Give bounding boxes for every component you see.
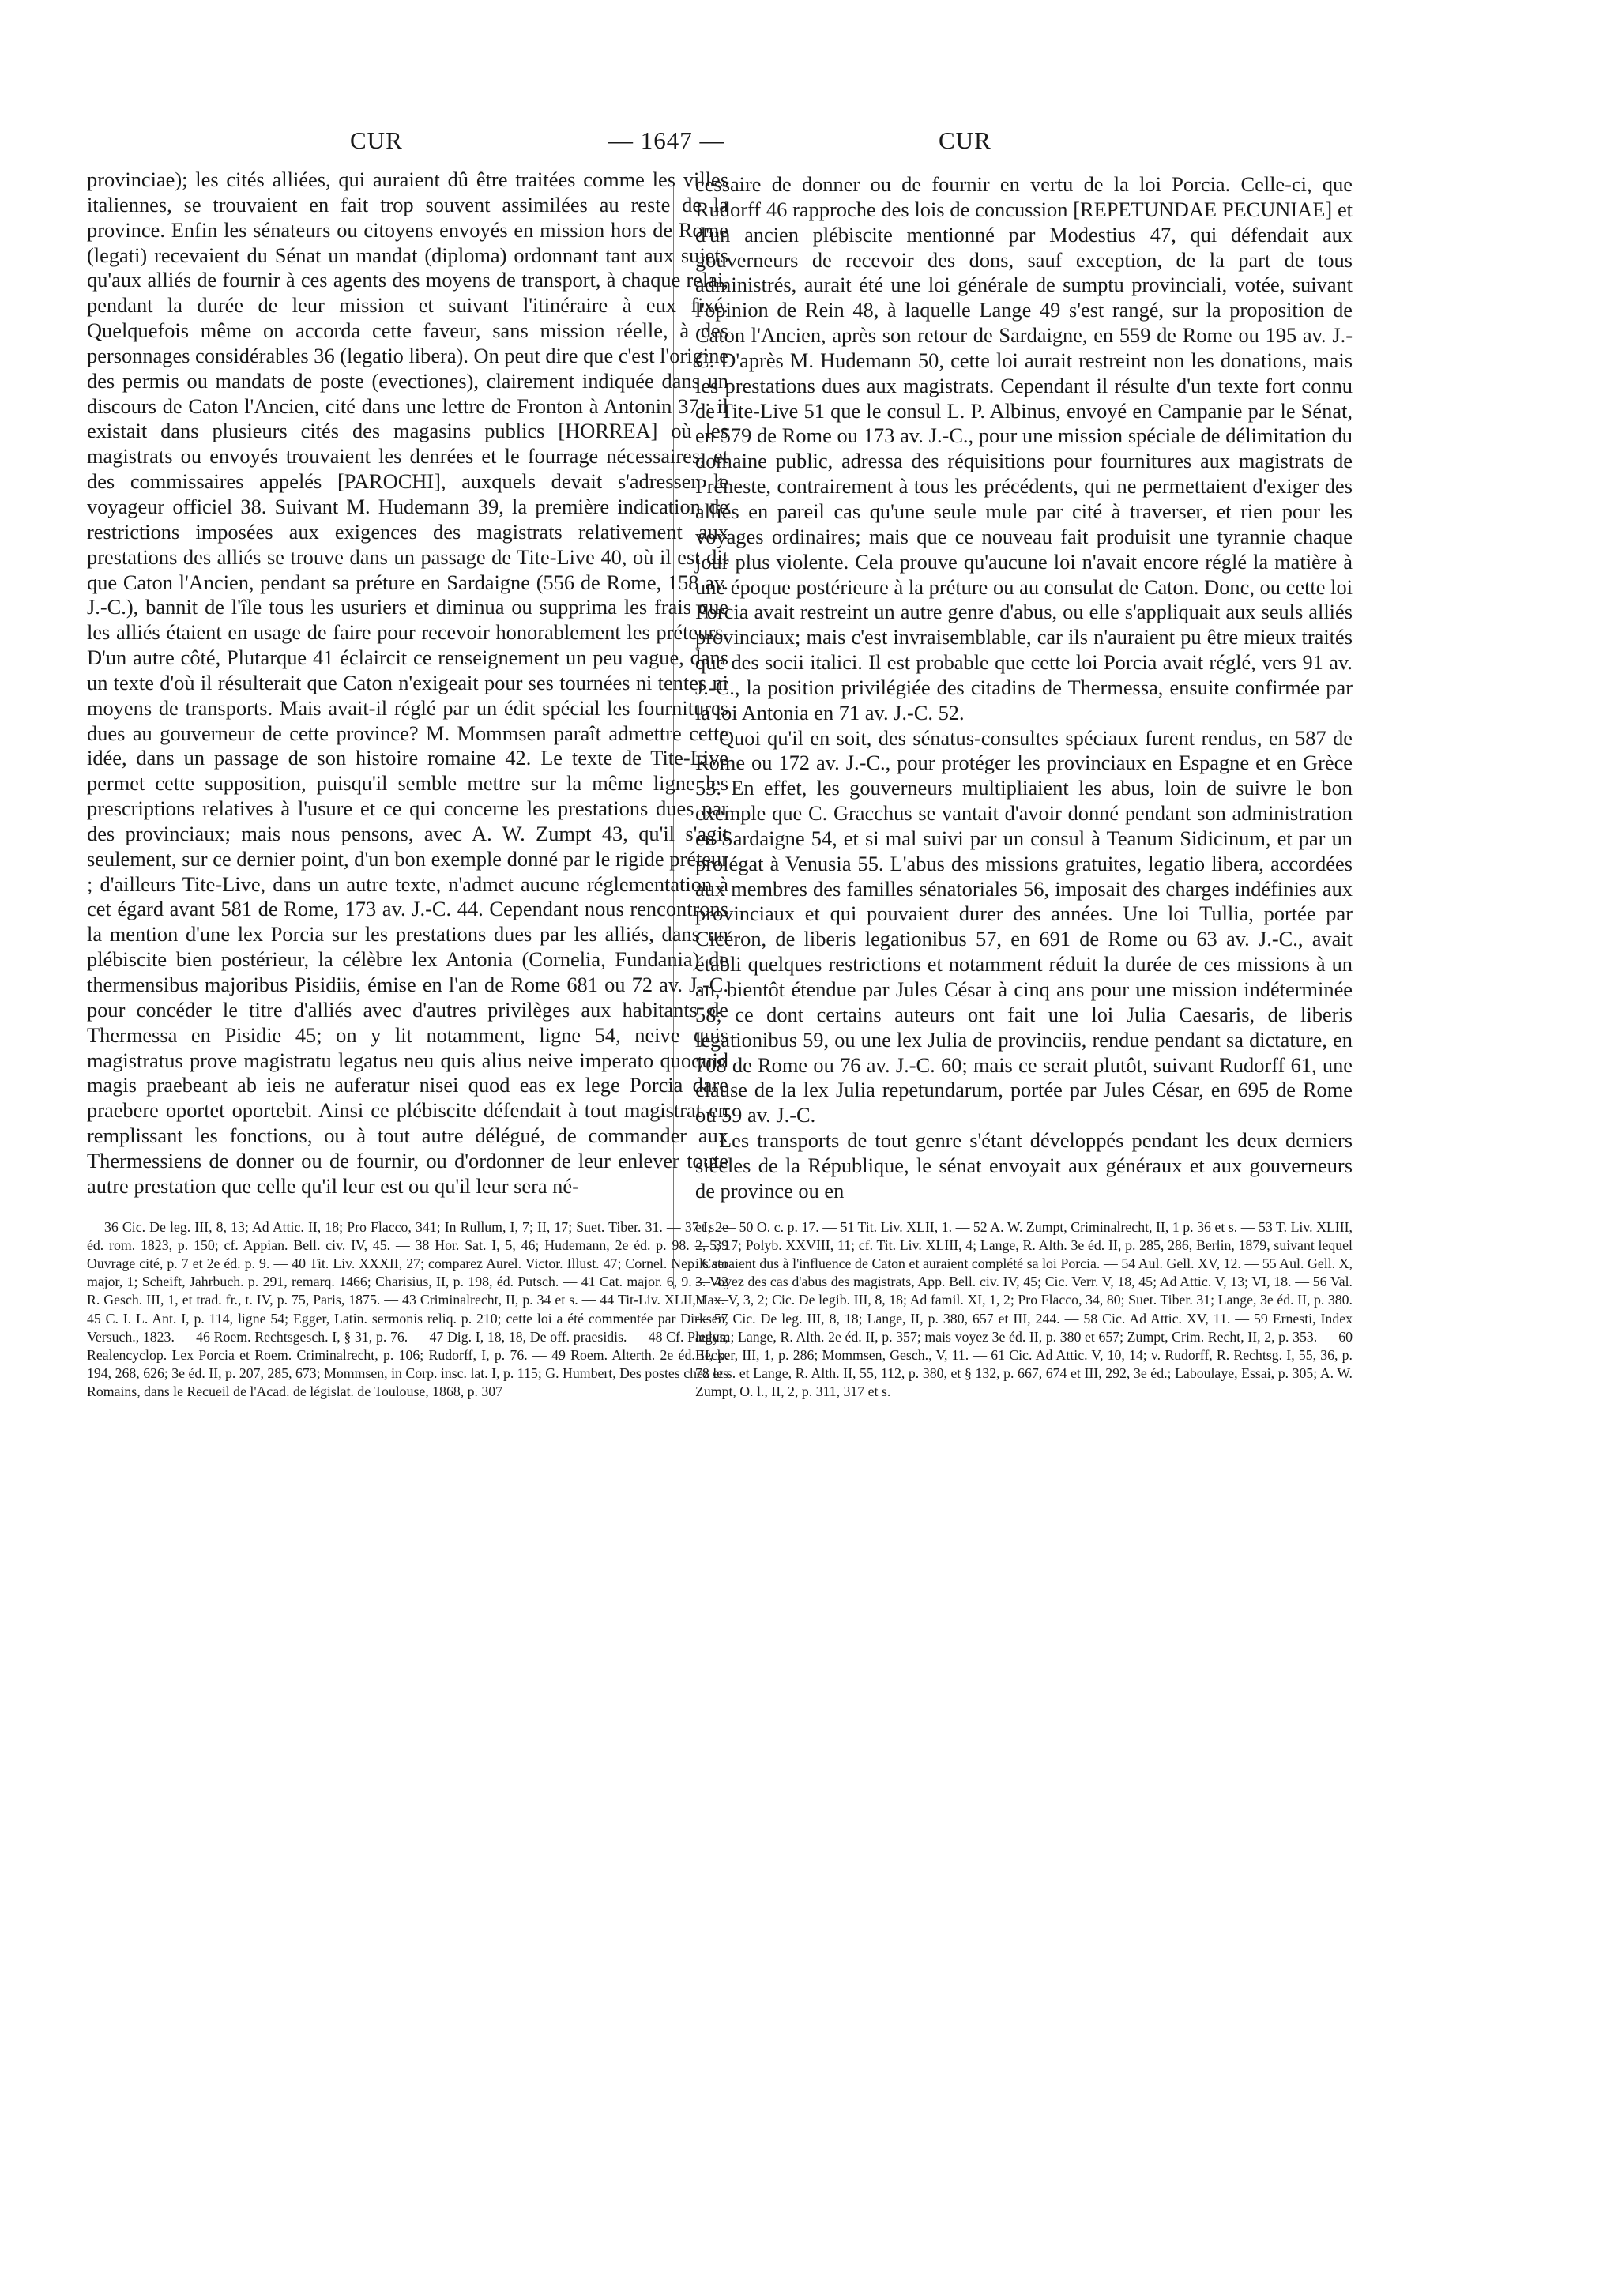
- right-body-paragraph-1: cessaire de donner ou de fournir en vertu de la loi Porcia. Celle-ci, que Rudorff 46 rapproche des lois de concussion [REPETUNDAE PECUNIAE] et d'un ancien plébiscite mentionné par Modestius 47, qui défendait aux gouverneurs de recevoir des dons, sauf exception, de la part de tous administrés, aurait été une loi générale de sumptu provinciali, votée, suivant l'opinion de Rein 48, à laquelle Lange 49 s'est rangé, sur la proposition de Caton l'Ancien, après son retour de Sardaigne, en 559 de Rome ou 195 av. J.-C. D'après M. Hudemann 50, cette loi aurait restreint non les donations, mais les prestations dues aux magistrats. Cependant il résulte d'un texte fort connu de Tite-Live 51 que le consul L. P. Albinus, envoyé en Campanie par le Sénat, en 579 de Rome ou 173 av. J.-C., pour une mission spéciale de délimitation du domaine public, adressa des réquisitions pour fournitures aux magistrats de Préneste, contrairement à tous les précédents, qui ne permettaient d'exiger des alliés en pareil cas qu'une seule mule par cité à traverser, et rien pour les voyages ordinaires; mais que ce nouveau fait produisit une tyrannie chaque jour plus violente. Cela prouve qu'aucune loi n'avait encore réglé la matière à une époque postérieure à la préture ou au consulat de Caton. Donc, ou cette loi Porcia avait restreint un autre genre d'abus, ou elle s'appliquait aux seuls alliés provinciaux; mais c'est invraisemblable, car ils n'auraient pu être mieux traités que des socii italici. Il est probable que cette loi Porcia avait réglé, vers 91 av. J.-C., la position privilégiée des citadins de Thermessa, ensuite confirmée par la loi Antonia en 71 av. J.-C. 52.: [695, 172, 1353, 725]
- left-body: [87, 167, 728, 1199]
- right-column: [695, 172, 1353, 1402]
- page-number: — 1647 —: [608, 126, 725, 154]
- header-right-running-title: CUR: [939, 126, 991, 154]
- header-left-running-title: CUR: [350, 126, 403, 154]
- left-footnotes-text: 36 Cic. De leg. III, 8, 13; Ad Attic. II, 18; Pro Flacco, 341; In Rullum, I, 7; II, 17; Suet. Tiber. 31. — 37 I, 2e éd. rom. 1823, p. 150; cf. Appian. Bell. civ. IV, 45. — 38 Hor. Sat. I, 5, 46; Hudemann, 2e éd. p. 98. — 39 Ouvrage cité, p. 7 et 2e éd. p. 9. — 40 Tit. Liv. XXXII, 27; comparez Aurel. Victor. Illust. 47; Cornel. Nep. Cato major, 1; Scheift, Jahrbuch. p. 291, remarq. 1466; Charisius, II, p. 198, éd. Putsch. — 41 Cat. major. 6, 9. — 42 R. Gesch. III, 1, et trad. fr., t. IV, p. 75, Paris, 1875. — 43 Criminalrecht, II, p. 34 et s. — 44 Tit-Liv. XLII, 1. — 45 C. I. L. Ant. I, p. 114, ligne 54; Egger, Latin. sermonis reliq. p. 210; cette loi a été commentée par Dirksen, Versuch., 1823. — 46 Roem. Rechtsgesch. I, § 31, p. 76. — 47 Dig. I, 18, 18, De off. praesidis. — 48 Cf. Paulys, Realencyclop. Lex Porcia et Roem. Criminalrecht, p. 106; Rudorff, I, p. 76. — 49 Roem. Alterth. 2e éd. II, p. 194, 268, 626; 3e éd. II, p. 207, 285, 673; Mommsen, in Corp. insc. lat. I, p. 115; G. Humbert, Des postes chez les Romains, dans le Recueil de l'Acad. de législat. de Toulouse, 1868, p. 307: [87, 1218, 728, 1400]
- left-footnotes: [87, 1218, 728, 1402]
- right-footnotes: [695, 1218, 1353, 1402]
- right-footnotes-text: et s. — 50 O. c. p. 17. — 51 Tit. Liv. XLII, 1. — 52 A. W. Zumpt, Criminalrecht, II, 1 p. 36 et s. — 53 T. Liv. XLIII, 2, 5, 17; Polyb. XXVIII, 11; cf. Tit. Liv. XLIII, 4; Lange, R. Alth. 3e éd. II, p. 285, 286, Berlin, 1879, suivant lequel ils seraient dus à l'influence de Caton et auraient complété sa loi Porcia. — 54 Aul. Gell. XV, 12. — 55 Aul. Gell. X, 3. Voyez des cas d'abus des magistrats, App. Bell. civ. IV, 45; Cic. Verr. V, 18, 45; Ad Attic. V, 13; VI, 18. — 56 Val. Max. V, 3, 2; Cic. De legib. III, 8, 18; Ad famil. XI, 1, 2; Pro Flacco, 34, 80; Suet. Tiber. 31; Lange, 3e éd. II, p. 380. — 57 Cic. De leg. III, 8, 18; Lange, II, p. 380, 657 et III, 244. — 58 Cic. Ad Attic. XV, 11. — 59 Ernesti, Index legum; Lange, R. Alth. 2e éd. II, p. 357; mais voyez 3e éd. II, p. 380 et 657; Zumpt, Crim. Recht, II, 2, p. 353. — 60 Becker, III, 1, p. 286; Mommsen, Gesch., V, 11. — 61 Cic. Ad Attic. V, 10, 14; v. Rudorff, R. Rechtsg. I, 55, 36, p. 78 et s. et Lange, R. Alth. II, 55, 112, p. 380, et § 132, p. 667, 674 et III, 292, 3e éd.; Laboulaye, Essai, p. 305; A. W. Zumpt, O. l., II, 2, p. 311, 317 et s.: [695, 1218, 1353, 1400]
- left-body-paragraph: provinciae); les cités alliées, qui auraient dû être traitées comme les villes italiennes, se trouvaient en fait trop souvent assimilées au reste de la province. Enfin les sénateurs ou citoyens envoyés en mission hors de Rome (legati) recevaient du Sénat un mandat (diploma) ordonnant tant aux sujets qu'aux alliés de fournir à ces agents des moyens de transport, à chaque relai, pendant la durée de leur mission et suivant l'itinéraire à eux fixé. Quelquefois même on accorda cette faveur, sans mission réelle, à des personnages considérables 36 (legatio libera). On peut dire que c'est l'origine des permis ou mandats de poste (evectiones), clairement indiquée dans un discours de Caton l'Ancien, cité dans une lettre de Fronton à Antonin 37 : il existait dans plusieurs cités des magasins publics [HORREA] où les magistrats ou envoyés trouvaient les denrées et le fourrage nécessaires, et des commissaires appelés [PAROCHI], auxquels devait s'adresser le voyageur officiel 38. Suivant M. Hudemann 39, la première indication de restrictions imposées aux exigences des magistrats relativement aux prestations des alliés se trouve dans un passage de Tite-Live 40, où il est dit que Caton l'Ancien, pendant sa préture en Sardaigne (556 de Rome, 158 av. J.-C.), bannit de l'île tous les usuriers et diminua ou supprima les frais que les alliés étaient en usage de faire pour recevoir honorablement les préteurs. D'un autre côté, Plutarque 41 éclaircit ce renseignement un peu vague, dans un texte d'où il résulterait que Caton n'exigeait pour ses tournées ni tentes ni moyens de transports. Mais avait-il réglé par un édit spécial les fournitures dues au gouverneur de cette province? M. Mommsen paraît admettre cette idée, dans un passage de son histoire romaine 42. Le texte de Tite-Live permet cette supposition, puisqu'il semble mettre sur la même ligne les prescriptions relatives à l'usure et ce qui concerne les prestations dues par des provinciaux; mais nous pensons, avec A. W. Zumpt 43, qu'il s'agit seulement, sur ce dernier point, d'un bon exemple donné par le rigide préteur ; d'ailleurs Tite-Live, dans un autre texte, n'admet aucune réglementation à cet égard avant 581 de Rome, 173 av. J.-C. 44. Cependant nous rencontrons la mention d'une lex Porcia sur les prestations dues par les alliés, dans un plébiscite bien postérieur, la célèbre lex Antonia (Cornelia, Fundania) de thermensibus majoribus Pisidiis, émise en l'an de Rome 681 ou 72 av. J.-C. pour concéder le titre d'alliés avec d'autres privilèges aux habitants de Thermessa en Pisidie 45; on y lit notamment, ligne 54, neive quis magistratus prove magistratu legatus neu quis alius neive imperato quoquid magis praebeant ab ieis ne auferatur nisei quod eas ex lege Porcia dare praebere oportet oportebit. Ainsi ce plébiscite défendait à tout magistrat en remplissant les fonctions, ou à tout autre délégué, de commander aux Thermessiens de donner ou de fournir, ou d'ordonner de leur enlever toute autre prestation que celle qu'il leur est ou qu'il leur sera né-: [87, 167, 728, 1198]
- right-body-paragraph-3: Les transports de tout genre s'étant développés pendant les deux derniers siècles de la République, le sénat envoyait aux généraux et aux gouverneurs de province ou en: [695, 1128, 1353, 1203]
- left-column: [87, 167, 728, 1402]
- right-body-paragraph-2: Quoi qu'il en soit, des sénatus-consultes spéciaux furent rendus, en 587 de Rome ou 172 av. J.-C., pour protéger les provinciaux en Espagne et en Grèce 53. En effet, les gouverneurs multipliaient les abus, loin de suivre le bon exemple que C. Gracchus se vantait d'avoir donné pendant son administration en Sardaigne 54, et si mal suivi par un consul à Teanum Sidicinum, et par un prolégat à Venusia 55. L'abus des missions gratuites, legatio libera, accordées aux membres des familles sénatoriales 56, imposait des charges indéfinies aux provinciaux et qui pouvaient durer des années. Une loi Tullia, portée par Cicéron, de liberis legationibus 57, en 691 de Rome ou 63 av. J.-C., avait établi quelques restrictions et notamment réduit la durée de ces missions à un an, bientôt étendue par Jules César à cinq ans pour une mission indéterminée 58; ce dont certains auteurs ont fait une loi Julia Caesaris, de liberis legationibus 59, ou une lex Julia de provinciis, rendue pendant sa dictature, en 708 de Rome ou 76 av. J.-C. 60; mais ce serait plutôt, suivant Rudorff 61, une clause de la lex Julia repetundarum, portée par Jules César, en 695 de Rome ou 59 av. J.-C.: [695, 725, 1353, 1127]
- right-body: [695, 172, 1353, 1204]
